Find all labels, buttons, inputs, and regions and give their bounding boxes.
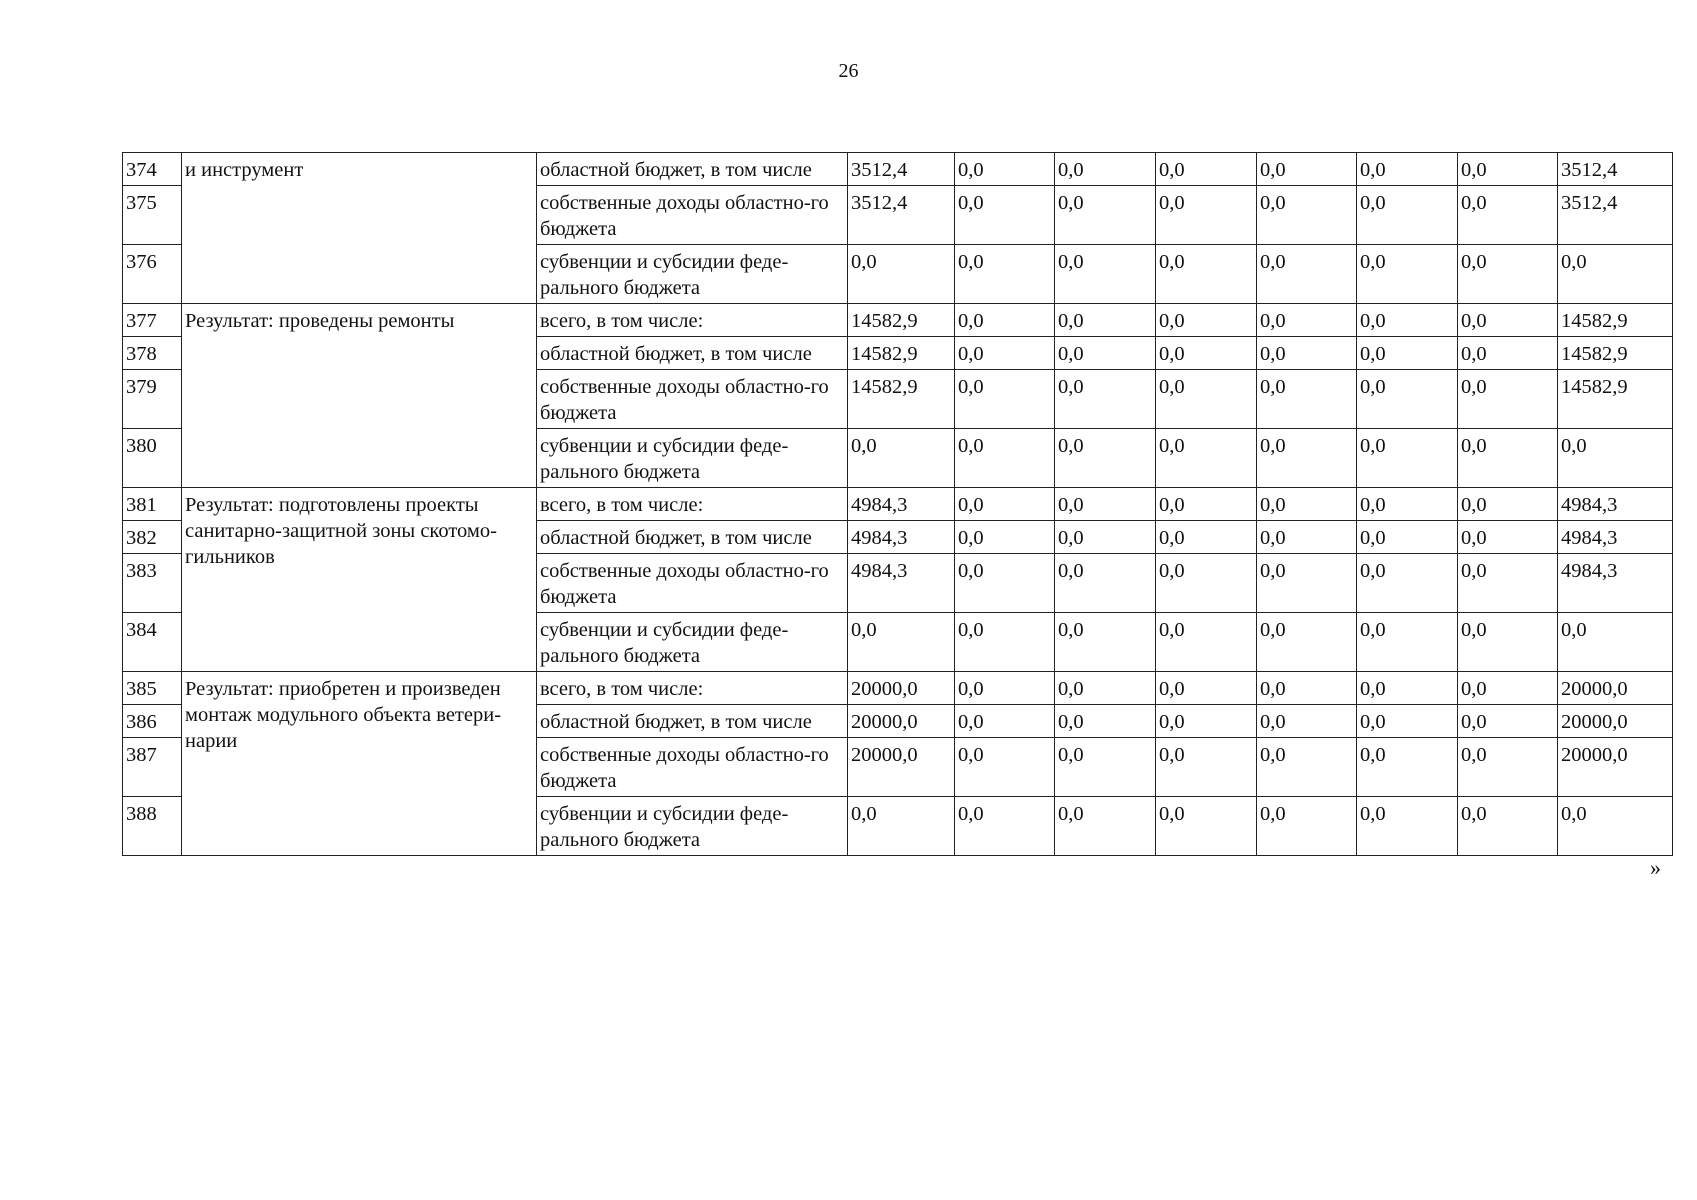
value-cell: 0,0	[1055, 153, 1156, 186]
value-cell: 0,0	[955, 304, 1055, 337]
value-cell: 0,0	[1156, 186, 1257, 245]
funding-source-cell: собственные доходы областно-го бюджета	[537, 186, 848, 245]
value-cell: 4984,3	[848, 521, 955, 554]
value-cell: 0,0	[1257, 738, 1357, 797]
value-cell: 0,0	[1458, 245, 1558, 304]
funding-source-cell: субвенции и субсидии феде-рального бюджета	[537, 797, 848, 856]
value-cell: 0,0	[848, 797, 955, 856]
value-cell: 0,0	[1458, 554, 1558, 613]
value-cell: 14582,9	[848, 370, 955, 429]
value-cell: 0,0	[955, 245, 1055, 304]
value-cell: 0,0	[1257, 705, 1357, 738]
value-cell: 0,0	[1257, 797, 1357, 856]
value-cell: 0,0	[1055, 672, 1156, 705]
value-cell: 3512,4	[848, 153, 955, 186]
row-number-cell: 384	[123, 613, 182, 672]
funding-source-cell: собственные доходы областно-го бюджета	[537, 370, 848, 429]
row-number-cell: 386	[123, 705, 182, 738]
total-value-cell: 14582,9	[1558, 370, 1673, 429]
value-cell: 0,0	[1257, 304, 1357, 337]
value-cell: 0,0	[1357, 672, 1458, 705]
closing-quote: »	[1650, 855, 1661, 880]
table-row	[123, 488, 1673, 521]
value-cell: 0,0	[1156, 554, 1257, 613]
value-cell: 0,0	[1357, 797, 1458, 856]
value-cell: 0,0	[1156, 705, 1257, 738]
value-cell: 4984,3	[848, 554, 955, 613]
value-cell: 0,0	[848, 429, 955, 488]
value-cell: 0,0	[1458, 613, 1558, 672]
value-cell: 14582,9	[848, 304, 955, 337]
value-cell: 0,0	[955, 672, 1055, 705]
funding-source-cell: областной бюджет, в том числе	[537, 521, 848, 554]
row-number-cell: 376	[123, 245, 182, 304]
total-value-cell: 4984,3	[1558, 521, 1673, 554]
row-number-cell: 381	[123, 488, 182, 521]
value-cell: 0,0	[955, 797, 1055, 856]
row-number-cell: 378	[123, 337, 182, 370]
value-cell: 0,0	[1055, 429, 1156, 488]
value-cell: 0,0	[1458, 304, 1558, 337]
result-description-cell: и инструмент	[182, 153, 537, 304]
value-cell: 0,0	[848, 613, 955, 672]
funding-source-cell: собственные доходы областно-го бюджета	[537, 554, 848, 613]
row-number-cell: 377	[123, 304, 182, 337]
value-cell: 3512,4	[848, 186, 955, 245]
total-value-cell: 20000,0	[1558, 672, 1673, 705]
page-number: 26	[838, 60, 859, 82]
value-cell: 0,0	[1357, 245, 1458, 304]
row-number-cell: 383	[123, 554, 182, 613]
value-cell: 0,0	[848, 245, 955, 304]
value-cell: 0,0	[1357, 488, 1458, 521]
value-cell: 0,0	[1055, 245, 1156, 304]
value-cell: 0,0	[1156, 370, 1257, 429]
value-cell: 0,0	[1055, 521, 1156, 554]
total-value-cell: 3512,4	[1558, 186, 1673, 245]
value-cell: 0,0	[1156, 337, 1257, 370]
table-row	[123, 672, 1673, 705]
total-value-cell: 0,0	[1558, 245, 1673, 304]
budget-table	[122, 152, 1673, 856]
value-cell: 0,0	[955, 186, 1055, 245]
total-value-cell: 20000,0	[1558, 705, 1673, 738]
value-cell: 0,0	[1257, 554, 1357, 613]
total-value-cell: 0,0	[1558, 429, 1673, 488]
total-value-cell: 0,0	[1558, 797, 1673, 856]
value-cell: 0,0	[1357, 738, 1458, 797]
value-cell: 0,0	[1458, 337, 1558, 370]
funding-source-cell: областной бюджет, в том числе	[537, 337, 848, 370]
value-cell: 0,0	[1257, 245, 1357, 304]
result-description-cell: Результат: подготовлены проекты санитарно-защитной зоны скотомо-гильников	[182, 488, 537, 672]
value-cell: 0,0	[1156, 521, 1257, 554]
value-cell: 0,0	[1156, 429, 1257, 488]
value-cell: 0,0	[1257, 521, 1357, 554]
funding-source-cell: субвенции и субсидии феде-рального бюджета	[537, 613, 848, 672]
funding-source-cell: всего, в том числе:	[537, 672, 848, 705]
table-body	[123, 153, 1673, 856]
value-cell: 0,0	[1156, 304, 1257, 337]
value-cell: 0,0	[1357, 613, 1458, 672]
value-cell: 0,0	[955, 370, 1055, 429]
result-description-cell: Результат: проведены ремонты	[182, 304, 537, 488]
value-cell: 0,0	[1257, 186, 1357, 245]
total-value-cell: 4984,3	[1558, 488, 1673, 521]
value-cell: 0,0	[1458, 705, 1558, 738]
value-cell: 0,0	[955, 488, 1055, 521]
value-cell: 0,0	[1357, 429, 1458, 488]
value-cell: 0,0	[1257, 488, 1357, 521]
value-cell: 0,0	[955, 429, 1055, 488]
value-cell: 14582,9	[848, 337, 955, 370]
value-cell: 0,0	[955, 705, 1055, 738]
row-number-cell: 380	[123, 429, 182, 488]
funding-source-cell: областной бюджет, в том числе	[537, 153, 848, 186]
row-number-cell: 387	[123, 738, 182, 797]
value-cell: 20000,0	[848, 672, 955, 705]
value-cell: 0,0	[1357, 153, 1458, 186]
value-cell: 0,0	[1458, 186, 1558, 245]
total-value-cell: 4984,3	[1558, 554, 1673, 613]
value-cell: 0,0	[1257, 672, 1357, 705]
value-cell: 0,0	[1055, 738, 1156, 797]
funding-source-cell: областной бюджет, в том числе	[537, 705, 848, 738]
value-cell: 0,0	[1257, 613, 1357, 672]
value-cell: 0,0	[1257, 337, 1357, 370]
value-cell: 0,0	[1156, 245, 1257, 304]
table-row	[123, 304, 1673, 337]
value-cell: 0,0	[1156, 738, 1257, 797]
funding-source-cell: собственные доходы областно-го бюджета	[537, 738, 848, 797]
value-cell: 0,0	[1357, 554, 1458, 613]
value-cell: 0,0	[1156, 797, 1257, 856]
value-cell: 0,0	[1156, 672, 1257, 705]
row-number-cell: 379	[123, 370, 182, 429]
value-cell: 0,0	[1357, 705, 1458, 738]
funding-source-cell: всего, в том числе:	[537, 304, 848, 337]
value-cell: 0,0	[1156, 488, 1257, 521]
value-cell: 0,0	[1458, 153, 1558, 186]
row-number-cell: 375	[123, 186, 182, 245]
value-cell: 0,0	[955, 554, 1055, 613]
total-value-cell: 14582,9	[1558, 337, 1673, 370]
value-cell: 0,0	[1458, 672, 1558, 705]
value-cell: 0,0	[955, 337, 1055, 370]
value-cell: 0,0	[1458, 429, 1558, 488]
value-cell: 0,0	[1055, 186, 1156, 245]
row-number-cell: 385	[123, 672, 182, 705]
funding-source-cell: всего, в том числе:	[537, 488, 848, 521]
funding-source-cell: субвенции и субсидии феде-рального бюджета	[537, 245, 848, 304]
value-cell: 0,0	[1458, 738, 1558, 797]
value-cell: 0,0	[1055, 705, 1156, 738]
value-cell: 0,0	[1357, 186, 1458, 245]
total-value-cell: 20000,0	[1558, 738, 1673, 797]
value-cell: 0,0	[1055, 370, 1156, 429]
table-row	[123, 153, 1673, 186]
row-number-cell: 374	[123, 153, 182, 186]
funding-source-cell: субвенции и субсидии феде-рального бюджета	[537, 429, 848, 488]
value-cell: 0,0	[1257, 153, 1357, 186]
value-cell: 0,0	[1458, 370, 1558, 429]
value-cell: 0,0	[1357, 304, 1458, 337]
value-cell: 0,0	[1458, 488, 1558, 521]
value-cell: 0,0	[1458, 521, 1558, 554]
value-cell: 0,0	[1458, 797, 1558, 856]
value-cell: 0,0	[1257, 429, 1357, 488]
value-cell: 0,0	[955, 153, 1055, 186]
value-cell: 0,0	[1055, 613, 1156, 672]
value-cell: 20000,0	[848, 738, 955, 797]
value-cell: 0,0	[1055, 797, 1156, 856]
value-cell: 0,0	[1156, 613, 1257, 672]
value-cell: 0,0	[1357, 521, 1458, 554]
value-cell: 0,0	[1055, 488, 1156, 521]
value-cell: 0,0	[1055, 554, 1156, 613]
row-number-cell: 382	[123, 521, 182, 554]
total-value-cell: 14582,9	[1558, 304, 1673, 337]
value-cell: 0,0	[955, 613, 1055, 672]
value-cell: 0,0	[1257, 370, 1357, 429]
value-cell: 0,0	[955, 521, 1055, 554]
value-cell: 0,0	[1055, 337, 1156, 370]
value-cell: 0,0	[1357, 337, 1458, 370]
value-cell: 0,0	[1055, 304, 1156, 337]
value-cell: 0,0	[1156, 153, 1257, 186]
value-cell: 0,0	[1357, 370, 1458, 429]
result-description-cell: Результат: приобретен и произведен монтаж модульного объекта ветери-нарии	[182, 672, 537, 856]
total-value-cell: 0,0	[1558, 613, 1673, 672]
total-value-cell: 3512,4	[1558, 153, 1673, 186]
value-cell: 4984,3	[848, 488, 955, 521]
value-cell: 20000,0	[848, 705, 955, 738]
value-cell: 0,0	[955, 738, 1055, 797]
row-number-cell: 388	[123, 797, 182, 856]
